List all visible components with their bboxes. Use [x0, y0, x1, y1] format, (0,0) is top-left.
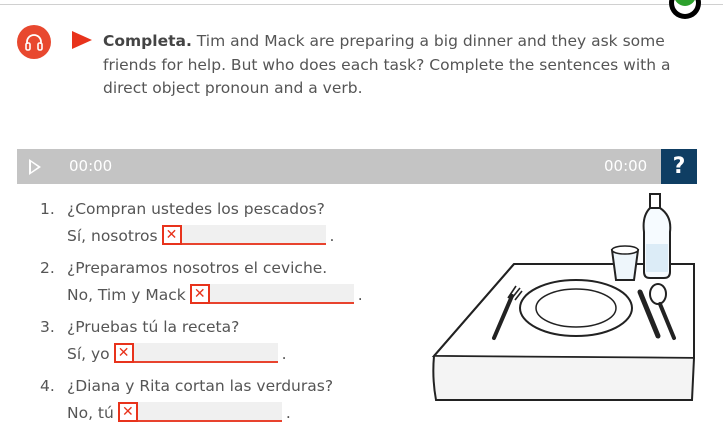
answer-input[interactable] [118, 402, 282, 422]
item-answer [67, 402, 291, 422]
error-x-icon: ✕ [114, 343, 134, 363]
top-divider [0, 4, 723, 5]
answer-period: . [329, 227, 335, 245]
error-x-icon: ✕ [190, 284, 210, 304]
answer-prefix: No, Tim y Mack [67, 286, 186, 304]
time-total: 00:00 [604, 157, 648, 175]
error-x-icon: ✕ [162, 225, 182, 245]
status-indicator-icon [669, 0, 701, 19]
answer-period: . [285, 404, 291, 422]
item-question: ¿Preparamos nosotros el ceviche. [67, 259, 328, 277]
item-answer [67, 343, 287, 363]
headphones-icon[interactable] [17, 25, 51, 59]
item-question: ¿Diana y Rita cortan las verduras? [67, 377, 334, 395]
answer-input[interactable] [190, 284, 354, 304]
audio-player [17, 149, 697, 184]
instructions-title: Completa. [103, 32, 192, 50]
item-answer [67, 284, 363, 304]
answer-period: . [281, 345, 287, 363]
time-elapsed: 00:00 [69, 157, 113, 175]
play-arrow-icon [72, 31, 92, 49]
answer-input[interactable] [162, 225, 326, 245]
help-button[interactable]: ? [661, 149, 697, 184]
item-number: 1. [40, 200, 55, 218]
item-number: 4. [40, 377, 55, 395]
answer-period: . [357, 286, 363, 304]
error-x-icon: ✕ [118, 402, 138, 422]
item-number: 2. [40, 259, 55, 277]
answer-prefix: No, tú [67, 404, 114, 422]
item-question: ¿Compran ustedes los pescados? [67, 200, 325, 218]
item-question: ¿Pruebas tú la receta? [67, 318, 240, 336]
answer-prefix: Sí, nosotros [67, 227, 158, 245]
instructions-body: Tim and Mack are preparing a big dinner and they ask some friends for help. But who does each task? Complete the sentences with a direct object pronoun and a verb. [103, 32, 671, 97]
player-play-icon[interactable] [29, 159, 41, 175]
table-setting-illustration [428, 188, 698, 403]
instructions-text [103, 30, 693, 101]
answer-prefix: Sí, yo [67, 345, 110, 363]
item-number: 3. [40, 318, 55, 336]
answer-input[interactable] [114, 343, 278, 363]
item-answer [67, 225, 334, 245]
